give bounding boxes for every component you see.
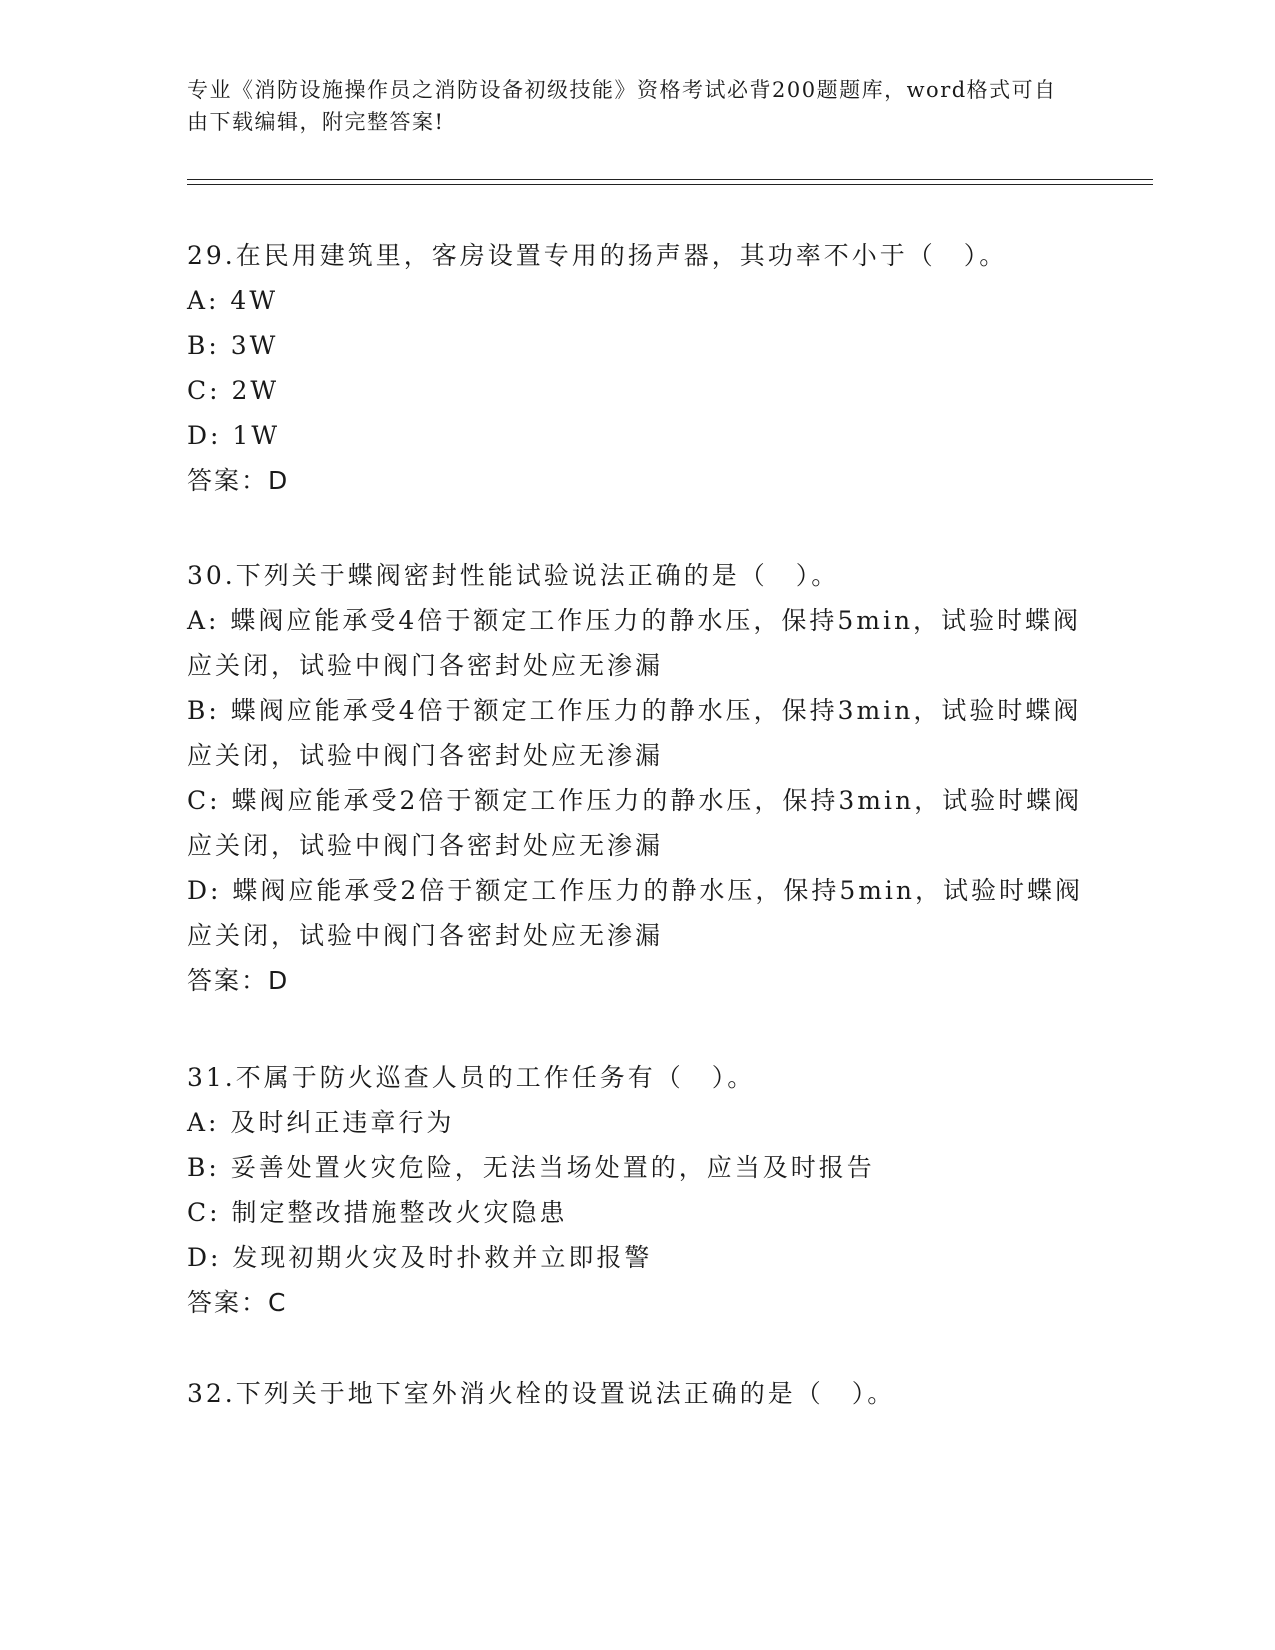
- question-29: [187, 233, 1087, 503]
- option-d: D: 1W: [187, 421, 281, 450]
- header-divider-top: [187, 179, 1153, 180]
- question-31: [187, 1055, 1087, 1325]
- option-b: B: 3W: [187, 331, 279, 360]
- answer: 答案：D: [187, 966, 290, 995]
- header-intro: 专业《消防设施操作员之消防设备初级技能》资格考试必背200题题库，word格式可自由下载编辑，附完整答案!: [187, 78, 1057, 134]
- option-a: A: 及时纠正违章行为: [187, 1108, 455, 1137]
- question-stem: 32.下列关于地下室外消火栓的设置说法正确的是（ ）。: [187, 1379, 896, 1408]
- option-a: A: 蝶阀应能承受4倍于额定工作压力的静水压，保持5min，试验时蝶阀应关闭，试验中阀门各密封处应无渗漏: [187, 606, 1082, 680]
- header-divider-bottom: [187, 184, 1153, 185]
- option-c: C: 制定整改措施整改火灾隐患: [187, 1198, 568, 1227]
- option-c: C: 蝶阀应能承受2倍于额定工作压力的静水压，保持3min，试验时蝶阀应关闭，试验中阀门各密封处应无渗漏: [187, 786, 1083, 860]
- option-d: D: 发现初期火灾及时扑救并立即报警: [187, 1243, 653, 1272]
- question-32: [187, 1371, 1087, 1416]
- option-c: C: 2W: [187, 376, 280, 405]
- question-stem: 29.在民用建筑里，客房设置专用的扬声器，其功率不小于（ ）。: [187, 241, 1008, 270]
- answer: 答案：D: [187, 466, 290, 495]
- question-30: [187, 553, 1087, 1003]
- question-stem: 30.下列关于蝶阀密封性能试验说法正确的是（ ）。: [187, 561, 840, 590]
- option-b: B: 蝶阀应能承受4倍于额定工作压力的静水压，保持3min，试验时蝶阀应关闭，试验中阀门各密封处应无渗漏: [187, 696, 1082, 770]
- answer: 答案：C: [187, 1288, 288, 1317]
- option-d: D: 蝶阀应能承受2倍于额定工作压力的静水压，保持5min，试验时蝶阀应关闭，试验中阀门各密封处应无渗漏: [187, 876, 1084, 950]
- question-stem: 31.不属于防火巡查人员的工作任务有（ ）。: [187, 1063, 756, 1092]
- option-a: A: 4W: [187, 286, 279, 315]
- option-b: B: 妥善处置火灾危险，无法当场处置的，应当及时报告: [187, 1153, 875, 1182]
